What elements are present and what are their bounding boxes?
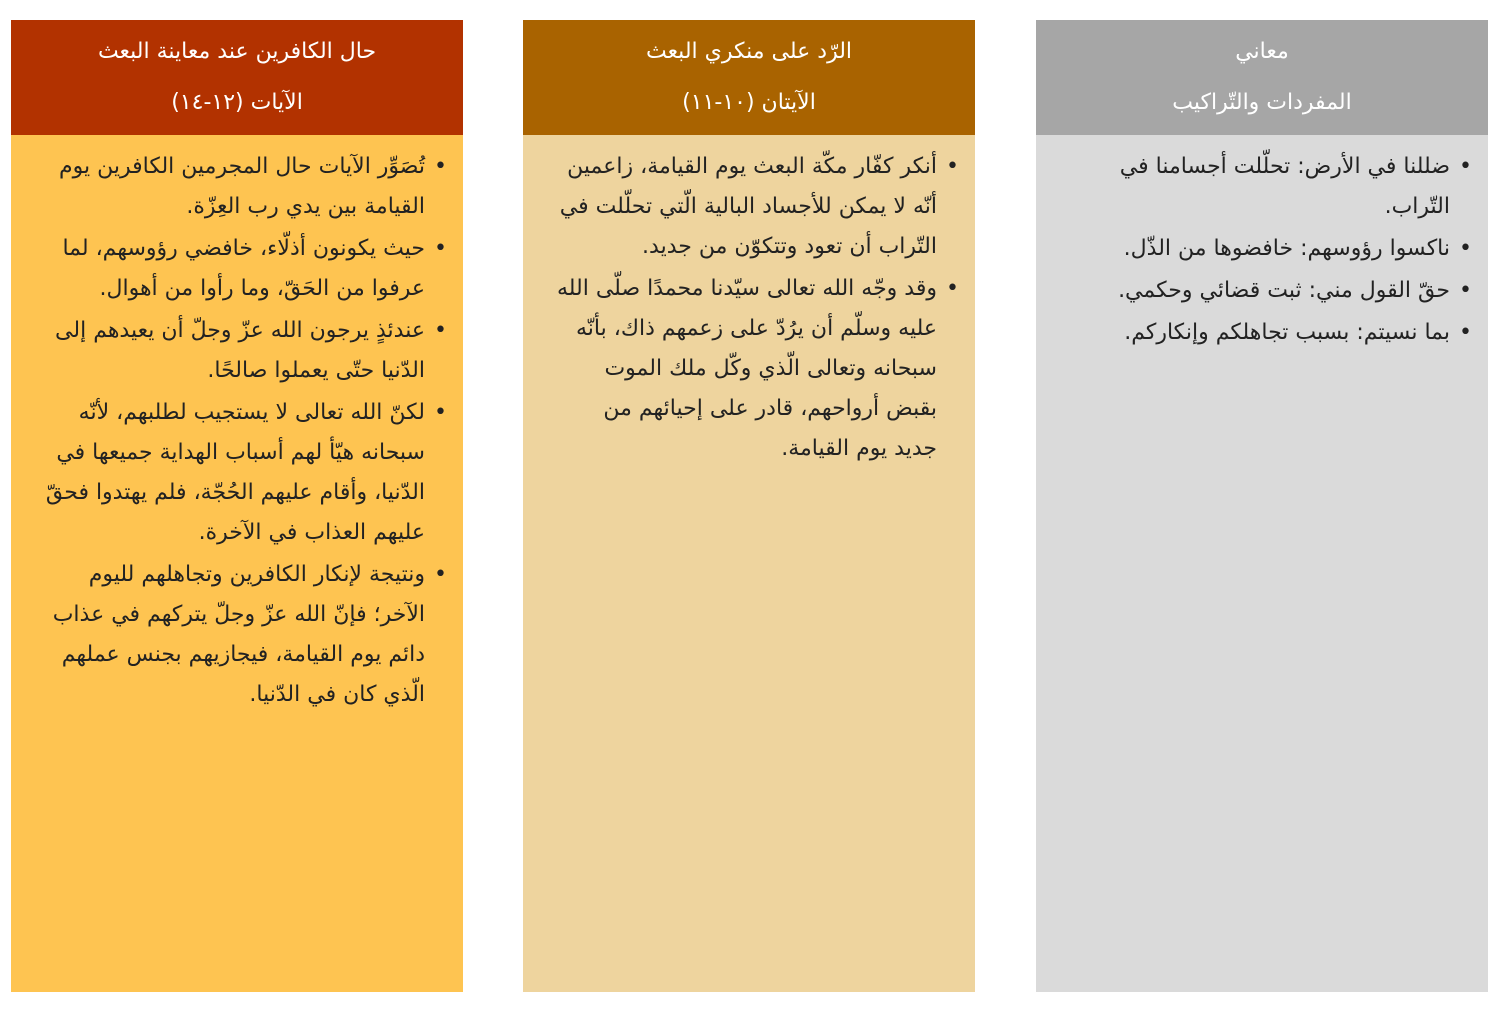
bullet-list xyxy=(1068,147,1474,353)
column-reply-to-deniers xyxy=(523,20,975,992)
bullet-item: • ونتيجة لإنكار الكافرين وتجاهلهم لليوم الآخر؛ فإنّ الله عزّ وجلّ يتركهم في عذاب دائم يوم القيامة، فيجازيهم بجنس عملهم الّذي كان في الدّنيا. xyxy=(43,555,425,715)
column-header xyxy=(11,20,463,135)
bullet-item: • ناكسوا رؤوسهم: خافضوها من الذّل. xyxy=(1068,229,1450,269)
column-vocabulary-meanings xyxy=(1036,20,1488,992)
bullet-item: • بما نسيتم: بسبب تجاهلكم وإنكاركم. xyxy=(1068,313,1450,353)
column-header xyxy=(523,20,975,135)
bullet-item: • أنكر كفّار مكّة البعث يوم القيامة، زاعمين أنّه لا يمكن للأجساد البالية الّتي تحلّلت في التّراب أن تعود وتتكوّن من جديد. xyxy=(555,147,937,267)
bullet-item: • حقّ القول مني: ثبت قضائي وحكمي. xyxy=(1068,271,1450,311)
column-body xyxy=(523,135,975,992)
bullet-item: • لكنّ الله تعالى لا يستجيب لطلبهم، لأنّه سبحانه هيّأ لهم أسباب الهداية جميعها في الدّنيا، وأقام عليهم الحُجّة، فلم يهتدوا فحقّ عليهم العذاب في الآخرة. xyxy=(43,393,425,553)
column-header xyxy=(1036,20,1488,135)
bullet-item: • وقد وجّه الله تعالى سيّدنا محمدًا صلّى الله عليه وسلّم أن يرُدّ على زعمهم ذاك، بأنّه سبحانه وتعالى الّذي وكّل ملك الموت بقبض أرواحهم، قادر على إحيائهم من جديد يوم القيامة. xyxy=(555,269,937,469)
bullet-item: • عندئذٍ يرجون الله عزّ وجلّ أن يعيدهم إلى الدّنيا حتّى يعملوا صالحًا. xyxy=(43,311,425,391)
header-subtitle: الآيتان (١٠-١١) xyxy=(682,89,816,115)
column-body xyxy=(1036,135,1488,992)
header-title: معاني xyxy=(1235,38,1289,64)
bullet-list xyxy=(555,147,961,469)
header-title: الرّد على منكري البعث xyxy=(645,38,853,64)
column-disbelievers-state xyxy=(11,20,463,992)
bullet-item: • ضللنا في الأرض: تحلّلت أجسامنا في التّراب. xyxy=(1068,147,1450,227)
header-title: حال الكافرين عند معاينة البعث xyxy=(97,38,377,64)
bullet-list xyxy=(43,147,449,715)
header-subtitle: المفردات والتّراكيب xyxy=(1172,89,1352,115)
bullet-item: • حيث يكونون أذلّاء، خافضي رؤوسهم، لما عرفوا من الحَقّ، وما رأوا من أهوال. xyxy=(43,229,425,309)
bullet-item: • تُصَوِّر الآيات حال المجرمين الكافرين يوم القيامة بين يدي رب العِزّة. xyxy=(43,147,425,227)
header-subtitle: الآيات (١٢-١٤) xyxy=(171,89,303,115)
column-body xyxy=(11,135,463,992)
